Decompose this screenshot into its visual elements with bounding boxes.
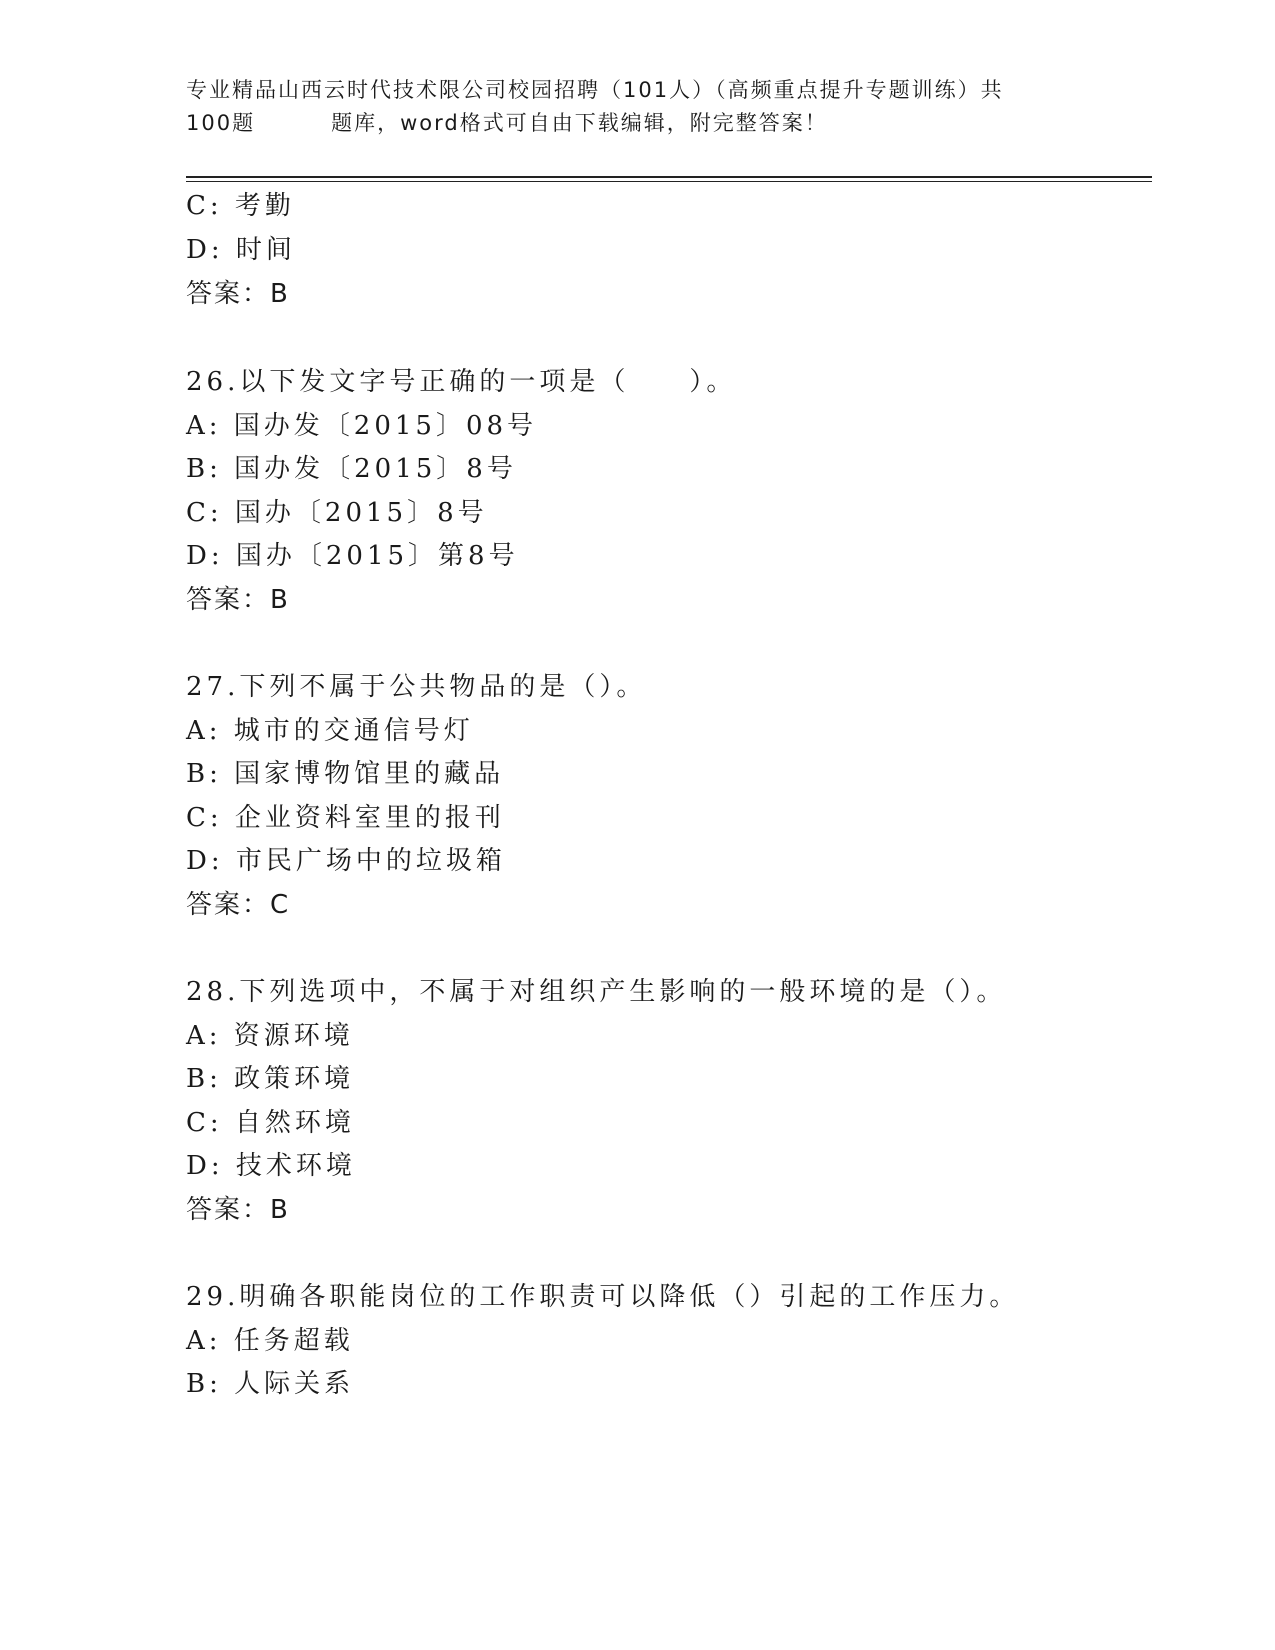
prev-option-d: D: 时间 (186, 235, 296, 265)
q26-option-c: C: 国办〔2015〕8号 (186, 498, 488, 528)
q26-option-d: D: 国办〔2015〕第8号 (186, 541, 519, 571)
q27-option-b: B: 国家博物馆里的藏品 (186, 759, 505, 789)
q26-option-a: A: 国办发〔2015〕08号 (186, 411, 538, 441)
header-line-2 (186, 107, 1086, 140)
q26-option-b: B: 国办发〔2015〕8号 (186, 454, 517, 484)
q28-option-d: D: 技术环境 (186, 1151, 356, 1181)
question-28: 28.下列选项中，不属于对组织产生影响的一般环境的是（）。 (186, 977, 1007, 1007)
q27-option-a: A: 城市的交通信号灯 (186, 716, 474, 746)
prev-option-c: C: 考勤 (186, 191, 295, 221)
q27-option-d: D: 市民广场中的垃圾箱 (186, 846, 506, 876)
q28-answer: 答案：B (186, 1195, 290, 1225)
header-line-2-desc: 题库，word格式可自由下载编辑，附完整答案！ (331, 111, 828, 135)
q29-option-b: B: 人际关系 (186, 1369, 355, 1399)
header-divider-thin (186, 181, 1152, 182)
prev-answer: 答案：B (186, 279, 290, 309)
header-divider-thick (186, 176, 1152, 178)
question-27: 27.下列不属于公共物品的是（）。 (186, 672, 647, 702)
q28-option-a: A: 资源环境 (186, 1021, 354, 1051)
q27-answer: 答案：C (186, 890, 291, 920)
q27-option-c: C: 企业资料室里的报刊 (186, 803, 505, 833)
question-26: 26.以下发文字号正确的一项是（ ）。 (186, 367, 737, 397)
q29-option-a: A: 任务超载 (186, 1326, 354, 1356)
header-line-2-count: 100题 (186, 111, 256, 135)
q26-answer: 答案：B (186, 585, 290, 615)
question-29: 29.明确各职能岗位的工作职责可以降低（）引起的工作压力。 (186, 1282, 1020, 1312)
q28-option-b: B: 政策环境 (186, 1064, 355, 1094)
header-line-1: 专业精品山西云时代技术限公司校园招聘（101人）（高频重点提升专题训练）共 (186, 78, 1004, 102)
document-header (186, 74, 1086, 140)
q28-option-c: C: 自然环境 (186, 1108, 355, 1138)
